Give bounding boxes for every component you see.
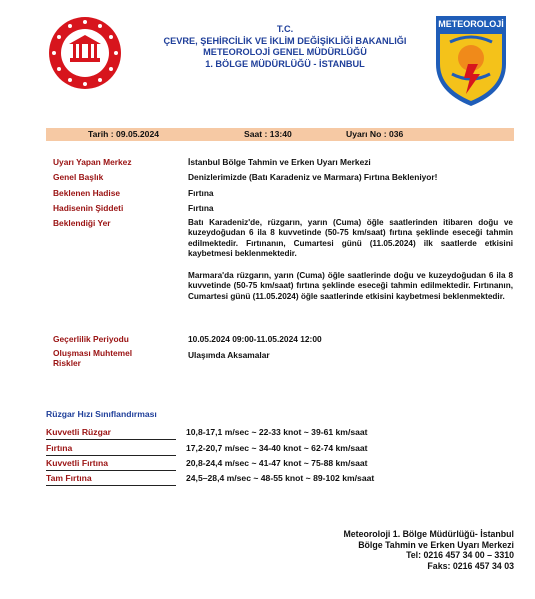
wind-class-value: 24,5–28,4 m/sec ~ 48-55 knot ~ 89-102 km/saat bbox=[186, 473, 375, 483]
risk-label-line1: Oluşması Muhtemel bbox=[53, 348, 133, 358]
location-label: Beklendiği Yer bbox=[53, 218, 111, 228]
event-label: Beklenen Hadise bbox=[53, 188, 121, 198]
validity-label: Geçerlilik Periyodu bbox=[53, 334, 129, 344]
contact-footer bbox=[250, 529, 514, 571]
footer-center: Bölge Tahmin ve Erken Uyarı Merkezi bbox=[358, 539, 514, 550]
location-paragraph-marmara: Marmara'da rüzgarın, yarın (Cuma) öğle saatlerinde doğu ve kuzeydoğudan 6 ila 8 kuvvetinde (50-75 km/saat) fırtına şeklinde eseceği tahmin edilmektedir. Fırtınanın, Cumartesi günü (11.05.2024) öğle saatlerinde etkisini kaybetmesi beklenmektedir. bbox=[188, 271, 513, 301]
footer-fax: Faks: 0216 457 34 03 bbox=[427, 560, 514, 571]
title-value: Denizlerimizde (Batı Karadeniz ve Marmara) Fırtına Bekleniyor! bbox=[188, 172, 438, 182]
event-value: Fırtına bbox=[188, 188, 214, 198]
divider-line bbox=[46, 485, 176, 486]
document-header bbox=[150, 24, 420, 70]
wind-class-label: Fırtına bbox=[46, 443, 73, 453]
info-bar bbox=[46, 128, 514, 141]
divider-line bbox=[46, 455, 176, 456]
wind-class-value: 10,8-17,1 m/sec ~ 22-33 knot ~ 39-61 km/saat bbox=[186, 427, 368, 437]
wind-class-label: Tam Fırtına bbox=[46, 473, 92, 483]
validity-value: 10.05.2024 09:00-11.05.2024 12:00 bbox=[188, 334, 322, 344]
center-label: Uyarı Yapan Merkez bbox=[53, 157, 132, 167]
wind-class-value: 20,8-24,4 m/sec ~ 41-47 knot ~ 75-88 km/saat bbox=[186, 458, 368, 468]
wind-class-value: 17,2-20,7 m/sec ~ 34-40 knot ~ 62-74 km/saat bbox=[186, 443, 368, 453]
header-line-tc: T.C. bbox=[276, 24, 294, 34]
risk-label-line2: Riskler bbox=[53, 358, 81, 368]
meteoroloji-logo bbox=[430, 12, 512, 108]
ministry-emblem-logo bbox=[48, 16, 122, 90]
location-paragraph-karadeniz: Batı Karadeniz'de, rüzgarın, yarın (Cuma) öğle saatlerinden itibaren doğu ve kuzeydoğudan 6 ila 8 kuvvetinde (50-75 km/saat) fırtına şeklinde eseceği tahmin edilmektedir. Fırtınanın, Cumartesi günü (11.05.2024) ilk saatlerde etkisini kaybetmesi beklenmektedir. bbox=[188, 218, 513, 259]
center-value: İstanbul Bölge Tahmin ve Erken Uyarı Merkezi bbox=[188, 157, 371, 167]
wind-class-label: Kuvvetli Rüzgar bbox=[46, 427, 111, 437]
footer-phone: Tel: 0216 457 34 00 – 3310 bbox=[406, 550, 514, 561]
time-text: Saat : 13:40 bbox=[244, 129, 292, 139]
header-line-ministry: ÇEVRE, ŞEHİRCİLİK VE İKLİM DEĞİŞİKLİĞİ BAKANLIĞI bbox=[163, 35, 407, 46]
wind-class-label: Kuvvetli Fırtına bbox=[46, 458, 109, 468]
risk-value: Ulaşımda Aksamalar bbox=[188, 350, 270, 360]
header-line-region: 1. BÖLGE MÜDÜRLÜĞÜ - İSTANBUL bbox=[205, 58, 365, 69]
date-text: Tarih : 09.05.2024 bbox=[88, 129, 160, 139]
logo-text: METEOROLOJİ bbox=[438, 19, 504, 29]
severity-value: Fırtına bbox=[188, 203, 214, 213]
header-line-directorate: METEOROLOJİ GENEL MÜDÜRLÜĞÜ bbox=[203, 47, 367, 57]
severity-label: Hadisenin Şiddeti bbox=[53, 203, 124, 213]
wind-classification-title: Rüzgar Hızı Sınıflandırması bbox=[46, 409, 157, 419]
title-label: Genel Başlık bbox=[53, 172, 104, 182]
divider-line bbox=[46, 439, 176, 440]
divider-line bbox=[46, 470, 176, 471]
footer-office: Meteoroloji 1. Bölge Müdürlüğü- İstanbul bbox=[343, 529, 514, 539]
warning-number-text: Uyarı No : 036 bbox=[346, 129, 404, 139]
